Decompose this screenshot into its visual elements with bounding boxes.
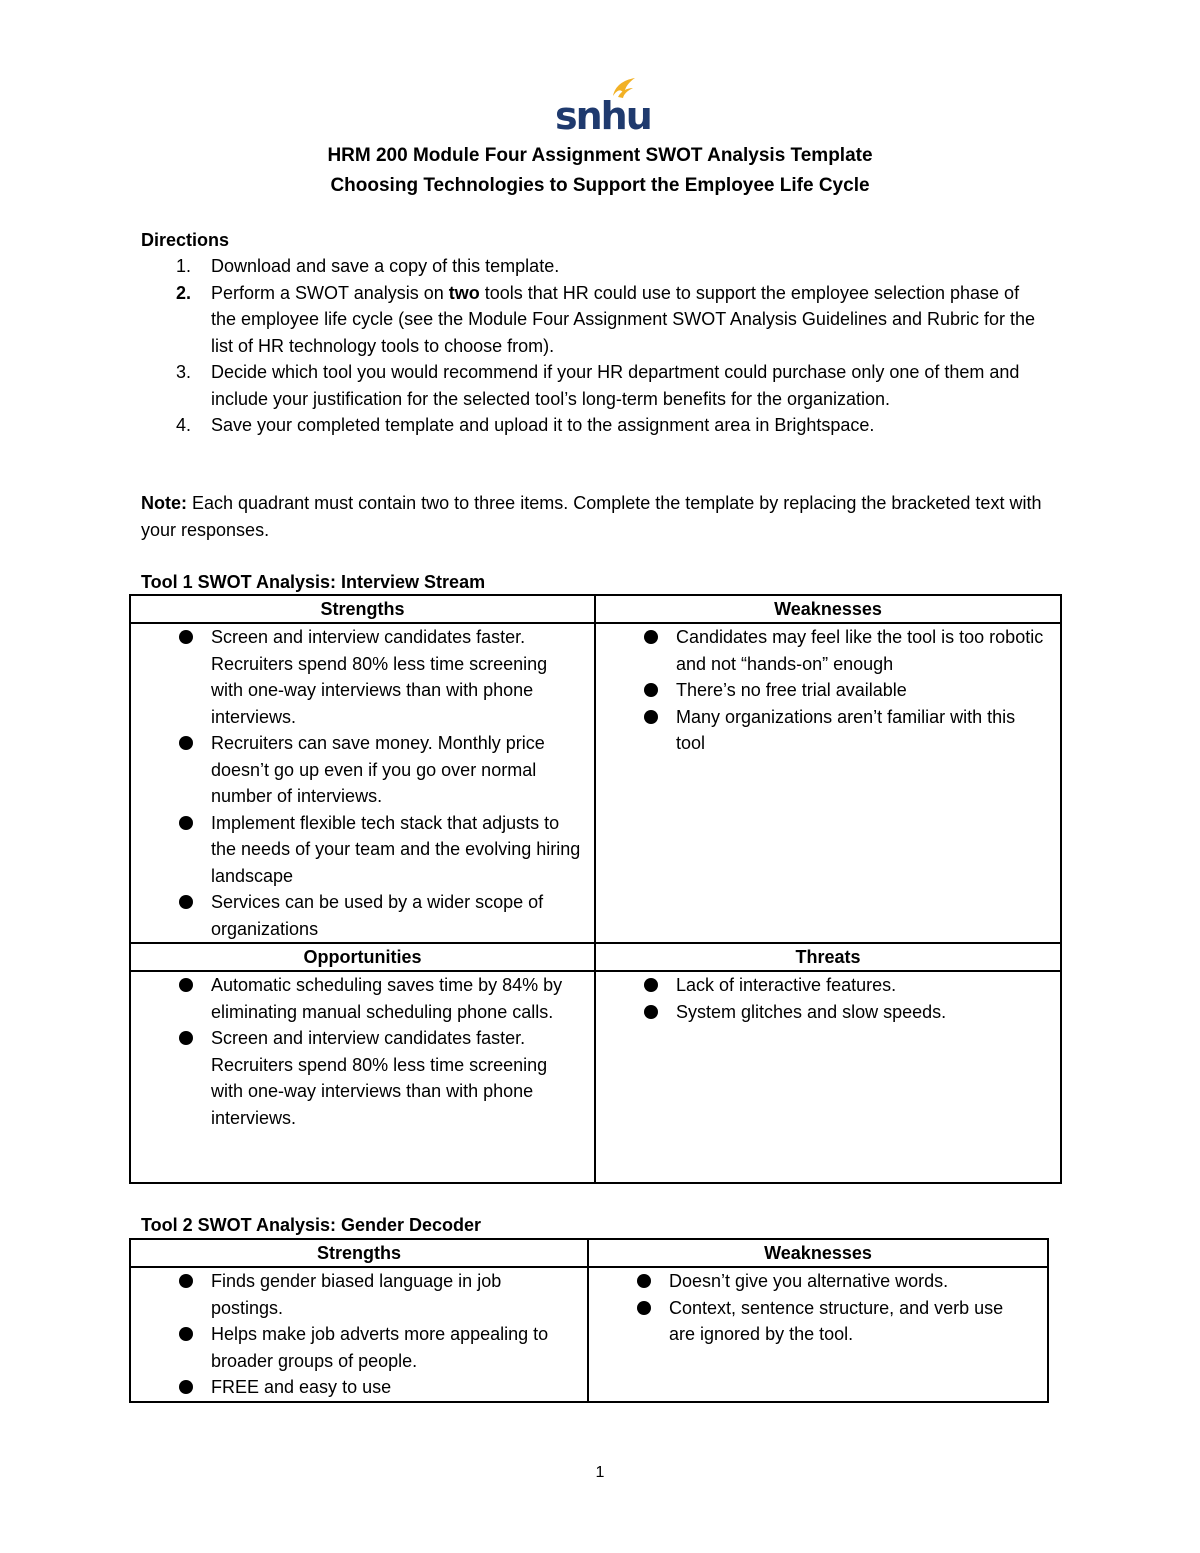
list-item: Lack of interactive features. [676, 972, 1046, 999]
list-item: FREE and easy to use [211, 1374, 577, 1401]
directions-heading: Directions [141, 230, 230, 250]
list-item: Services can be used by a wider scope of organizations [211, 889, 584, 942]
list-item: Doesn’t give you alternative words. [669, 1268, 1017, 1295]
directions-step: 1. Download and save a copy of this template. [176, 256, 560, 276]
note-paragraph: Note: Each quadrant must contain two to three items. Complete the template by replacing the bracketed text with your responses. [141, 493, 1042, 540]
list-item: Screen and interview candidates faster. Recruiters spend 80% less time screening with one-way interviews than with phone interviews. [211, 1025, 584, 1131]
threats-cell [595, 971, 1061, 1183]
bullet-icon [179, 630, 193, 644]
bullet-icon [179, 736, 193, 750]
tool2-swot-table [129, 1238, 1049, 1403]
strengths-header: Strengths [130, 1239, 588, 1267]
bullet-icon [179, 1327, 193, 1341]
bullet-icon [644, 683, 658, 697]
list-item: Context, sentence structure, and verb use are ignored by the tool. [669, 1295, 1017, 1348]
opportunities-header: Opportunities [130, 943, 595, 971]
list-item: Candidates may feel like the tool is too robotic and not “hands-on” enough [676, 624, 1046, 677]
list-item: Implement flexible tech stack that adjusts to the needs of your team and the evolving hiring landscape [211, 810, 584, 890]
tool1-swot-table [129, 594, 1062, 1184]
bullet-icon [644, 978, 658, 992]
opportunities-cell [130, 971, 595, 1183]
directions-list [141, 253, 1041, 439]
list-item: There’s no free trial available [676, 677, 1046, 704]
bullet-icon [179, 895, 193, 909]
list-item: Automatic scheduling saves time by 84% by eliminating manual scheduling phone calls. [211, 972, 584, 1025]
bullet-icon [637, 1301, 651, 1315]
weaknesses-cell [588, 1267, 1048, 1402]
tool2-heading: Tool 2 SWOT Analysis: Gender Decoder [141, 1215, 482, 1235]
tool1-heading: Tool 1 SWOT Analysis: Interview Stream [141, 572, 486, 592]
bullet-icon [179, 1031, 193, 1045]
snhu-logo [555, 74, 651, 138]
weaknesses-header: Weaknesses [595, 595, 1061, 623]
bullet-icon [637, 1274, 651, 1288]
bullet-icon [179, 1380, 193, 1394]
list-item: Helps make job adverts more appealing to broader groups of people. [211, 1321, 577, 1374]
list-item: System glitches and slow speeds. [676, 999, 1046, 1026]
bullet-icon [179, 1274, 193, 1288]
bullet-icon [644, 1005, 658, 1019]
weaknesses-header: Weaknesses [588, 1239, 1048, 1267]
directions-step: 3. Decide which tool you would recommend if your HR department could purchase only one of them and include your justification for the selected tool’s long-term benefits for the organization. [176, 362, 1020, 409]
bullet-icon [644, 710, 658, 724]
threats-header: Threats [595, 943, 1061, 971]
bullet-icon [644, 630, 658, 644]
directions-step: 2. Perform a SWOT analysis on two tools that HR could use to support the employee selection phase of the employee life cycle (see the Module Four Assignment SWOT Analysis Guidelines and Rubric for the list of HR technology tools to choose from). [176, 282, 1036, 356]
directions-step: 4. Save your completed template and upload it to the assignment area in Brightspace. [176, 415, 875, 435]
list-item: Finds gender biased language in job postings. [211, 1268, 577, 1321]
list-item: Many organizations aren’t familiar with this tool [676, 704, 1046, 757]
page-subtitle: Choosing Technologies to Support the Employee Life Cycle [330, 175, 870, 196]
strengths-cell [130, 1267, 588, 1402]
bullet-icon [179, 816, 193, 830]
weaknesses-cell [595, 623, 1061, 943]
logo-text: snhu [555, 94, 651, 138]
strengths-cell [130, 623, 595, 943]
page-number: 1 [595, 1464, 605, 1481]
bullet-icon [179, 978, 193, 992]
page-title: HRM 200 Module Four Assignment SWOT Analysis Template [327, 145, 873, 166]
list-item: Recruiters can save money. Monthly price doesn’t go up even if you go over normal number of interviews. [211, 730, 584, 810]
list-item: Screen and interview candidates faster. Recruiters spend 80% less time screening with one-way interviews than with phone interviews. [211, 624, 584, 730]
strengths-header: Strengths [130, 595, 595, 623]
